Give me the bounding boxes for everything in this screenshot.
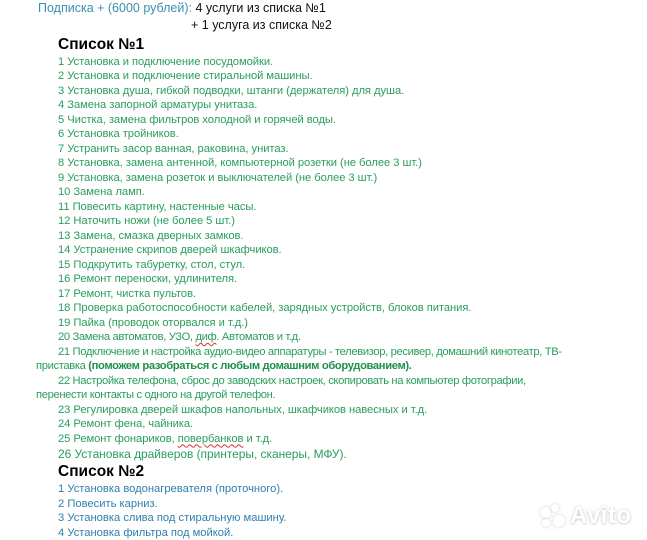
- list-item-21-line2: [36, 360, 412, 372]
- list-item: 11 Повесить картину, настенные часы.: [58, 200, 257, 213]
- list2-title: Список №2: [58, 463, 145, 480]
- list-item-20-text: 20 Замена автоматов, УЗО,: [58, 331, 196, 343]
- list-item: 18 Проверка работоспособности кабелей, зарядных устройств, блоков питания.: [58, 302, 472, 314]
- list-item: 15 Подкрутить табуретку, стол, стул.: [58, 258, 246, 271]
- list-item: 6 Установка тройников.: [58, 128, 179, 140]
- list-item: 1 Установка водонагревателя (проточного).: [58, 483, 284, 495]
- list-item: 13 Замена, смазка дверных замков.: [58, 229, 244, 242]
- list-item: 8 Установка, замена антенной, компьютерной розетки (не более 3 шт.): [58, 157, 422, 169]
- list-item-21-text: приставка: [36, 360, 89, 372]
- avito-watermark-text: Avito: [570, 502, 632, 529]
- list-item: 24 Ремонт фена, чайника.: [58, 418, 194, 430]
- subscription-header-line2: + 1 услуга из списка №2: [191, 18, 332, 32]
- list-item-25-text: 25 Ремонт фонариков,: [58, 432, 178, 445]
- list-item: 4 Установка фильтра под мойкой.: [58, 526, 234, 539]
- list-item: 2 Повесить карниз.: [58, 497, 158, 510]
- list-item-21-bold-note: (поможем разобраться с любым домашним оборудованием).: [88, 360, 412, 372]
- list-item: 23 Регулировка дверей шкафов напольных, шкафчиков навесных и т.д.: [58, 403, 428, 416]
- list-item-22-line2: перенести контакты с одного на другой телефон.: [36, 389, 276, 401]
- list-item-21-line1: 21 Подключение и настройка аудио-видео аппаратуры - телевизор, ресивер, домашний кинотеатр, ТВ-: [58, 345, 562, 358]
- list-item: 12 Наточить ножи (не более 5 шт.): [58, 215, 235, 227]
- avito-logo-icon: [540, 504, 566, 528]
- list-item: 16 Ремонт переноски, удлинителя.: [58, 273, 238, 285]
- list-item: 9 Установка, замена розеток и выключателей (не более 3 шт.): [58, 171, 378, 184]
- list-item-22-line1: 22 Настройка телефона, сброс до заводских настроек, скопировать на компьютер фотографии,: [58, 374, 526, 387]
- subscription-header-line1: [38, 1, 326, 15]
- list-item: 17 Ремонт, чистка пультов.: [58, 287, 197, 300]
- list-item: 1 Установка и подключение посудомойки.: [58, 56, 274, 68]
- list-item: 4 Замена запорной арматуры унитаза.: [58, 99, 258, 111]
- subscription-list1-count: 4 услуги из списка №1: [192, 1, 326, 15]
- list-item-25-text-end: и т.д.: [243, 432, 273, 445]
- list-item-25: [58, 433, 272, 445]
- list1-title: Список №1: [58, 36, 145, 53]
- list-item: 7 Устранить засор ванная, раковина, унитаз.: [58, 142, 289, 155]
- subscription-label: Подписка + (6000 рублей):: [38, 1, 193, 15]
- avito-watermark: [540, 498, 640, 534]
- spellcheck-underlined-word: повербанков: [177, 432, 244, 445]
- list-item: 3 Установка душа, гибкой подводки, штанги (держателя) для душа.: [58, 84, 405, 97]
- list-item-20: [58, 331, 301, 343]
- spellcheck-underlined-word: диф: [195, 331, 217, 343]
- list-item: 5 Чистка, замена фильтров холодной и горячей воды.: [58, 113, 336, 126]
- list-item: 3 Установка слива под стиральную машину.: [58, 512, 287, 524]
- list-item: 14 Устранение скрипов дверей шкафчиков.: [58, 244, 282, 256]
- list-item: 2 Установка и подключение стиральной машины.: [58, 70, 313, 82]
- list-item: 19 Пайка (проводок оторвался и т.д.): [58, 316, 248, 329]
- list-item: 26 Установка драйверов (принтеры, сканеры, МФУ).: [58, 447, 347, 461]
- list-item-20-text-end: . Автоматов и т.д.: [216, 331, 301, 343]
- list-item: 10 Замена ламп.: [58, 186, 145, 198]
